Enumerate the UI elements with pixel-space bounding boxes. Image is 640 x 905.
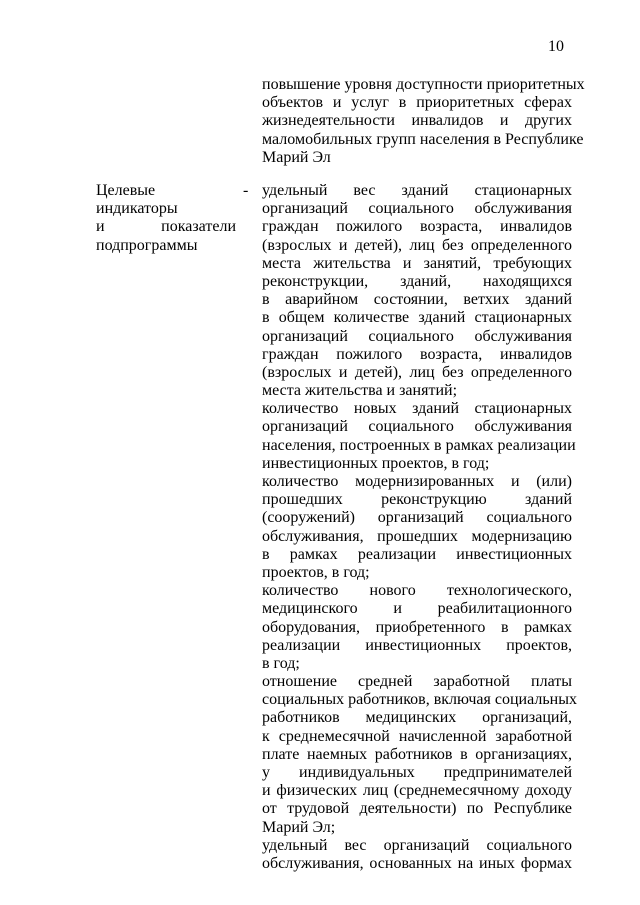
text-line: объектов и услуг в приоритетных сферах: [262, 94, 572, 112]
text-line: подпрограммы: [96, 236, 198, 254]
text-line: инвестиционных проектов, в год;: [262, 454, 490, 472]
text-line: реализации инвестиционных проектов,: [262, 636, 572, 654]
text-line: (сооружений) организаций социального: [262, 509, 572, 527]
text-line: удельный вес зданий стационарных: [262, 182, 572, 199]
text-line: прошедших реконструкцию зданий: [262, 491, 572, 509]
text-line: граждан пожилого возраста, инвалидов: [262, 218, 572, 236]
text-line: и показатели: [96, 218, 236, 236]
text-line: в общем количестве зданий стационарных: [262, 309, 572, 327]
continuation-text: [262, 76, 585, 167]
text-line: места жительства и занятий, требующих: [262, 254, 572, 272]
text-line: индикаторы: [96, 200, 178, 218]
text-line: в год;: [262, 654, 300, 672]
text-line: количество модернизированных и (или): [262, 473, 572, 490]
indicators-label: [96, 182, 236, 255]
text-line: места жительства и занятий;: [262, 382, 458, 400]
text-line: организаций социального обслуживания: [262, 418, 572, 436]
text-line: работников медицинских организаций,: [262, 709, 572, 727]
text-line: социальных работников, включая социальных: [262, 691, 577, 709]
text-line: к среднемесячной начисленной заработной: [262, 727, 572, 745]
text-line: количество новых зданий стационарных: [262, 400, 572, 418]
text-line: организаций социального обслуживания: [262, 200, 572, 218]
text-line: населения, построенных в рамках реализации: [262, 436, 576, 454]
text-line: повышение уровня доступности приоритетных: [262, 76, 585, 93]
text-line: у индивидуальных предпринимателей: [262, 764, 572, 781]
text-line: граждан пожилого возраста, инвалидов: [262, 345, 572, 363]
text-line: Целевые: [96, 182, 156, 199]
text-line: обслуживания, основанных на иных формах: [262, 854, 572, 872]
text-line: Марий Эл;: [262, 818, 336, 836]
text-line: жизнедеятельности инвалидов и других: [262, 112, 572, 130]
text-line: удельный вес организаций социального: [262, 836, 572, 854]
text-line: (взрослых и детей), лиц без определенного: [262, 236, 572, 254]
page-number: 10: [548, 38, 564, 55]
indicators-list: [262, 182, 577, 873]
text-line: плате наемных работников в организациях,: [262, 745, 572, 763]
text-line: в аварийном состоянии, ветхих зданий: [262, 291, 572, 309]
text-line: (взрослых и детей), лиц без определенного: [262, 363, 572, 381]
text-line: отношение средней заработной платы: [262, 673, 572, 691]
label-dash: -: [243, 182, 249, 199]
text-line: реконструкции, зданий, находящихся: [262, 272, 572, 290]
text-line: проектов, в год;: [262, 563, 370, 581]
text-line: обслуживания, прошедших модернизацию: [262, 527, 572, 545]
text-line: в рамках реализации инвестиционных: [262, 545, 572, 563]
text-line: оборудования, приобретенного в рамках: [262, 618, 572, 636]
text-line: от трудовой деятельности) по Республике: [262, 800, 572, 818]
text-line: Марий Эл: [262, 148, 331, 166]
text-line: маломобильных групп населения в Республике: [262, 130, 584, 148]
text-line: медицинского и реабилитационного: [262, 600, 572, 618]
text-line: организаций социального обслуживания: [262, 327, 572, 345]
text-line: и физических лиц (среднемесячному доходу: [262, 782, 572, 800]
text-line: количество нового технологического,: [262, 582, 572, 600]
